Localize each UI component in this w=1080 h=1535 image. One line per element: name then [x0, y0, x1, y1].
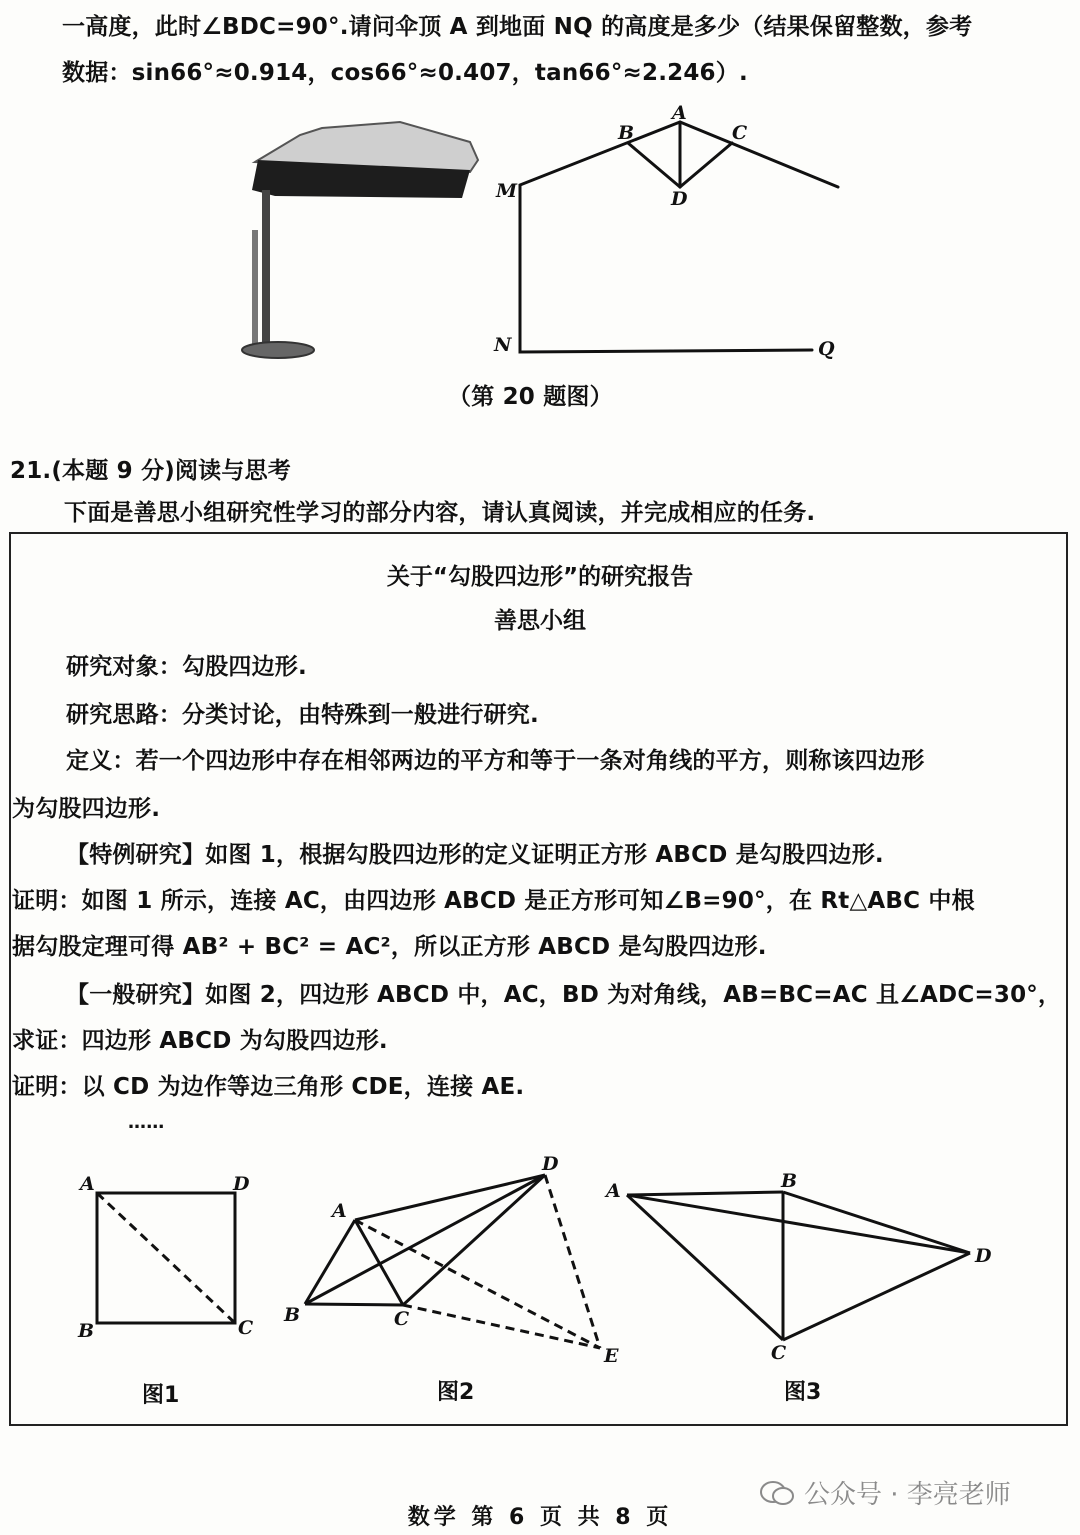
report-ellipsis: ……	[128, 1112, 165, 1133]
q20-text-line-2: 数据：sin66°≈0.914，cos66°≈0.407，tan66°≈2.246）.	[62, 60, 748, 86]
q20-text-line-1: 一高度，此时∠BDC=90°.请问伞顶 A 到地面 NQ 的高度是多少（结果保留整数，参考	[62, 14, 973, 40]
fig1-label-D: D	[233, 1173, 250, 1195]
q20-label-C: C	[732, 122, 748, 144]
report-proof1-1: 证明：如图 1 所示，连接 AC，由四边形 ABCD 是正方形可知∠B=90°，在 Rt△ABC 中根	[12, 888, 975, 914]
report-proof1-2: 据勾股定理可得 AB² + BC² = AC²，所以正方形 ABCD 是勾股四边形.	[12, 934, 767, 960]
fig1-label-C: C	[238, 1317, 254, 1339]
report-general-2: 求证：四边形 ABCD 为勾股四边形.	[12, 1028, 388, 1054]
figure-1-caption: 图1	[142, 1383, 180, 1408]
report-group: 善思小组	[494, 608, 586, 634]
report-definition-2: 为勾股四边形.	[12, 796, 161, 822]
report-object: 研究对象：勾股四边形.	[66, 654, 307, 680]
figure-2-quadrilateral	[305, 1175, 600, 1348]
report-general-1: 【一般研究】如图 2，四边形 ABCD 中，AC，BD 为对角线，AB=BC=AC 且∠ADC=30°，	[66, 982, 1062, 1008]
fig1-label-B: B	[78, 1320, 95, 1342]
fig3-label-D: D	[975, 1245, 992, 1267]
fig2-label-D: D	[542, 1153, 559, 1175]
q20-label-A: A	[672, 102, 687, 124]
q20-label-N: N	[494, 334, 512, 356]
report-idea: 研究思路：分类讨论，由特殊到一般进行研究.	[66, 702, 539, 728]
figure-3-caption: 图3	[784, 1380, 822, 1405]
report-definition-1: 定义：若一个四边形中存在相邻两边的平方和等于一条对角线的平方，则称该四边形	[66, 748, 925, 774]
fig1-label-A: A	[80, 1173, 95, 1195]
report-title: 关于“勾股四边形”的研究报告	[386, 564, 694, 590]
q20-label-D: D	[671, 188, 688, 210]
fig2-label-E: E	[604, 1345, 619, 1367]
figure-1-square	[97, 1193, 235, 1323]
fig2-label-A: A	[332, 1200, 347, 1222]
fig2-label-B: B	[284, 1304, 301, 1326]
q21-intro: 下面是善思小组研究性学习的部分内容，请认真阅读，并完成相应的任务.	[64, 500, 816, 526]
report-special-1: 【特例研究】如图 1，根据勾股四边形的定义证明正方形 ABCD 是勾股四边形.	[66, 842, 884, 868]
report-proof2-1: 证明：以 CD 为边作等边三角形 CDE，连接 AE.	[12, 1074, 525, 1100]
q20-label-M: M	[496, 180, 518, 202]
fig3-label-B: B	[781, 1170, 798, 1192]
watermark-text: 公众号 · 李亮老师	[804, 1480, 1011, 1510]
q20-label-B: B	[618, 122, 635, 144]
figure-3-quadrilateral	[627, 1192, 970, 1340]
fig3-label-C: C	[771, 1342, 787, 1364]
figure-2-caption: 图2	[437, 1380, 475, 1405]
page-footer: 数学 第 6 页 共 8 页	[407, 1505, 673, 1530]
q20-caption: （第 20 题图）	[448, 384, 613, 410]
q20-label-Q: Q	[818, 338, 835, 360]
q21-header: 21.(本题 9 分)阅读与思考	[10, 458, 291, 484]
fig2-label-C: C	[394, 1308, 410, 1330]
fig3-label-A: A	[606, 1180, 621, 1202]
